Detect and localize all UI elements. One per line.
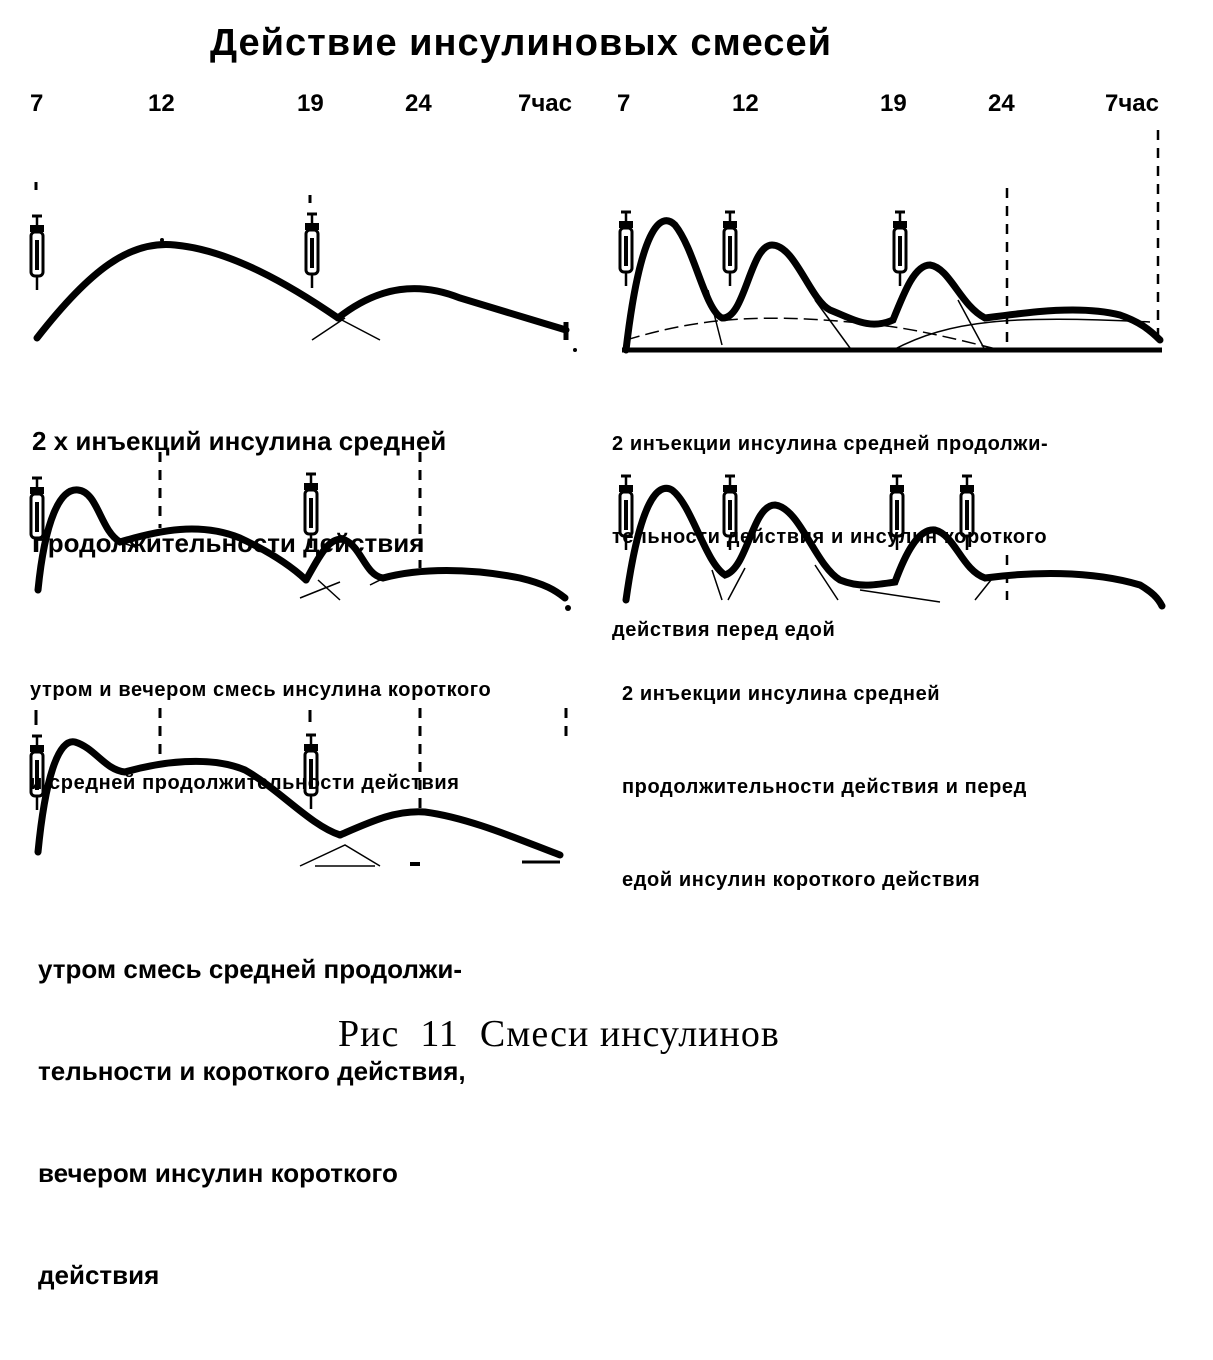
panel-5-caption: [38, 884, 466, 1360]
caption-line: действия: [38, 1260, 160, 1290]
left-tick-7: 7: [30, 90, 44, 117]
right-tick-7: 7: [617, 90, 631, 117]
caption-line: и средней продолжительности действия: [30, 772, 460, 794]
panel-1-caption: [32, 356, 446, 628]
right-tick-19: 19: [880, 90, 907, 117]
caption-line: 2 х инъекций инсулина средней: [32, 426, 447, 456]
caption-line: продолжительности действия и перед: [622, 776, 1027, 798]
caption-line: тельности действия и инсулин короткого: [612, 526, 1048, 548]
caption-line: 2 инъекции инсулина средней продолжи-: [612, 433, 1049, 455]
left-tick-7h: 7час: [518, 90, 572, 117]
left-tick-12: 12: [148, 90, 175, 117]
syringe-icon: [305, 214, 319, 288]
syringe-icon: [893, 212, 907, 286]
caption-line: утром и вечером смесь инсулина короткого: [30, 679, 492, 701]
caption-line: вечером инсулин короткого: [38, 1158, 398, 1188]
caption-line: тельности и короткого действия,: [38, 1056, 466, 1086]
right-tick-7h: 7час: [1105, 90, 1159, 117]
right-tick-24: 24: [988, 90, 1015, 117]
caption-line: продолжительности действия: [32, 528, 425, 558]
panel-3-caption: [30, 613, 491, 861]
caption-line: едой инсулин короткого действия: [622, 869, 981, 891]
panel-4-caption: [622, 617, 1027, 958]
caption-line: 2 инъекции инсулина средней: [622, 683, 941, 705]
figure-caption: Рис 11 Смеси инсулинов: [338, 1013, 780, 1055]
syringe-icon: [619, 212, 633, 286]
caption-line: утром смесь средней продолжи-: [38, 954, 462, 984]
right-tick-12: 12: [732, 90, 759, 117]
left-tick-19: 19: [297, 90, 324, 117]
panel-1-chart: [30, 182, 577, 352]
syringe-icon: [30, 216, 44, 290]
syringe-icon: [723, 212, 737, 286]
left-tick-24: 24: [405, 90, 432, 117]
caption-line: действия перед едой: [612, 619, 836, 641]
panel-2-chart: [619, 130, 1162, 350]
figure-title: Действие инсулиновых смесей: [210, 22, 832, 64]
